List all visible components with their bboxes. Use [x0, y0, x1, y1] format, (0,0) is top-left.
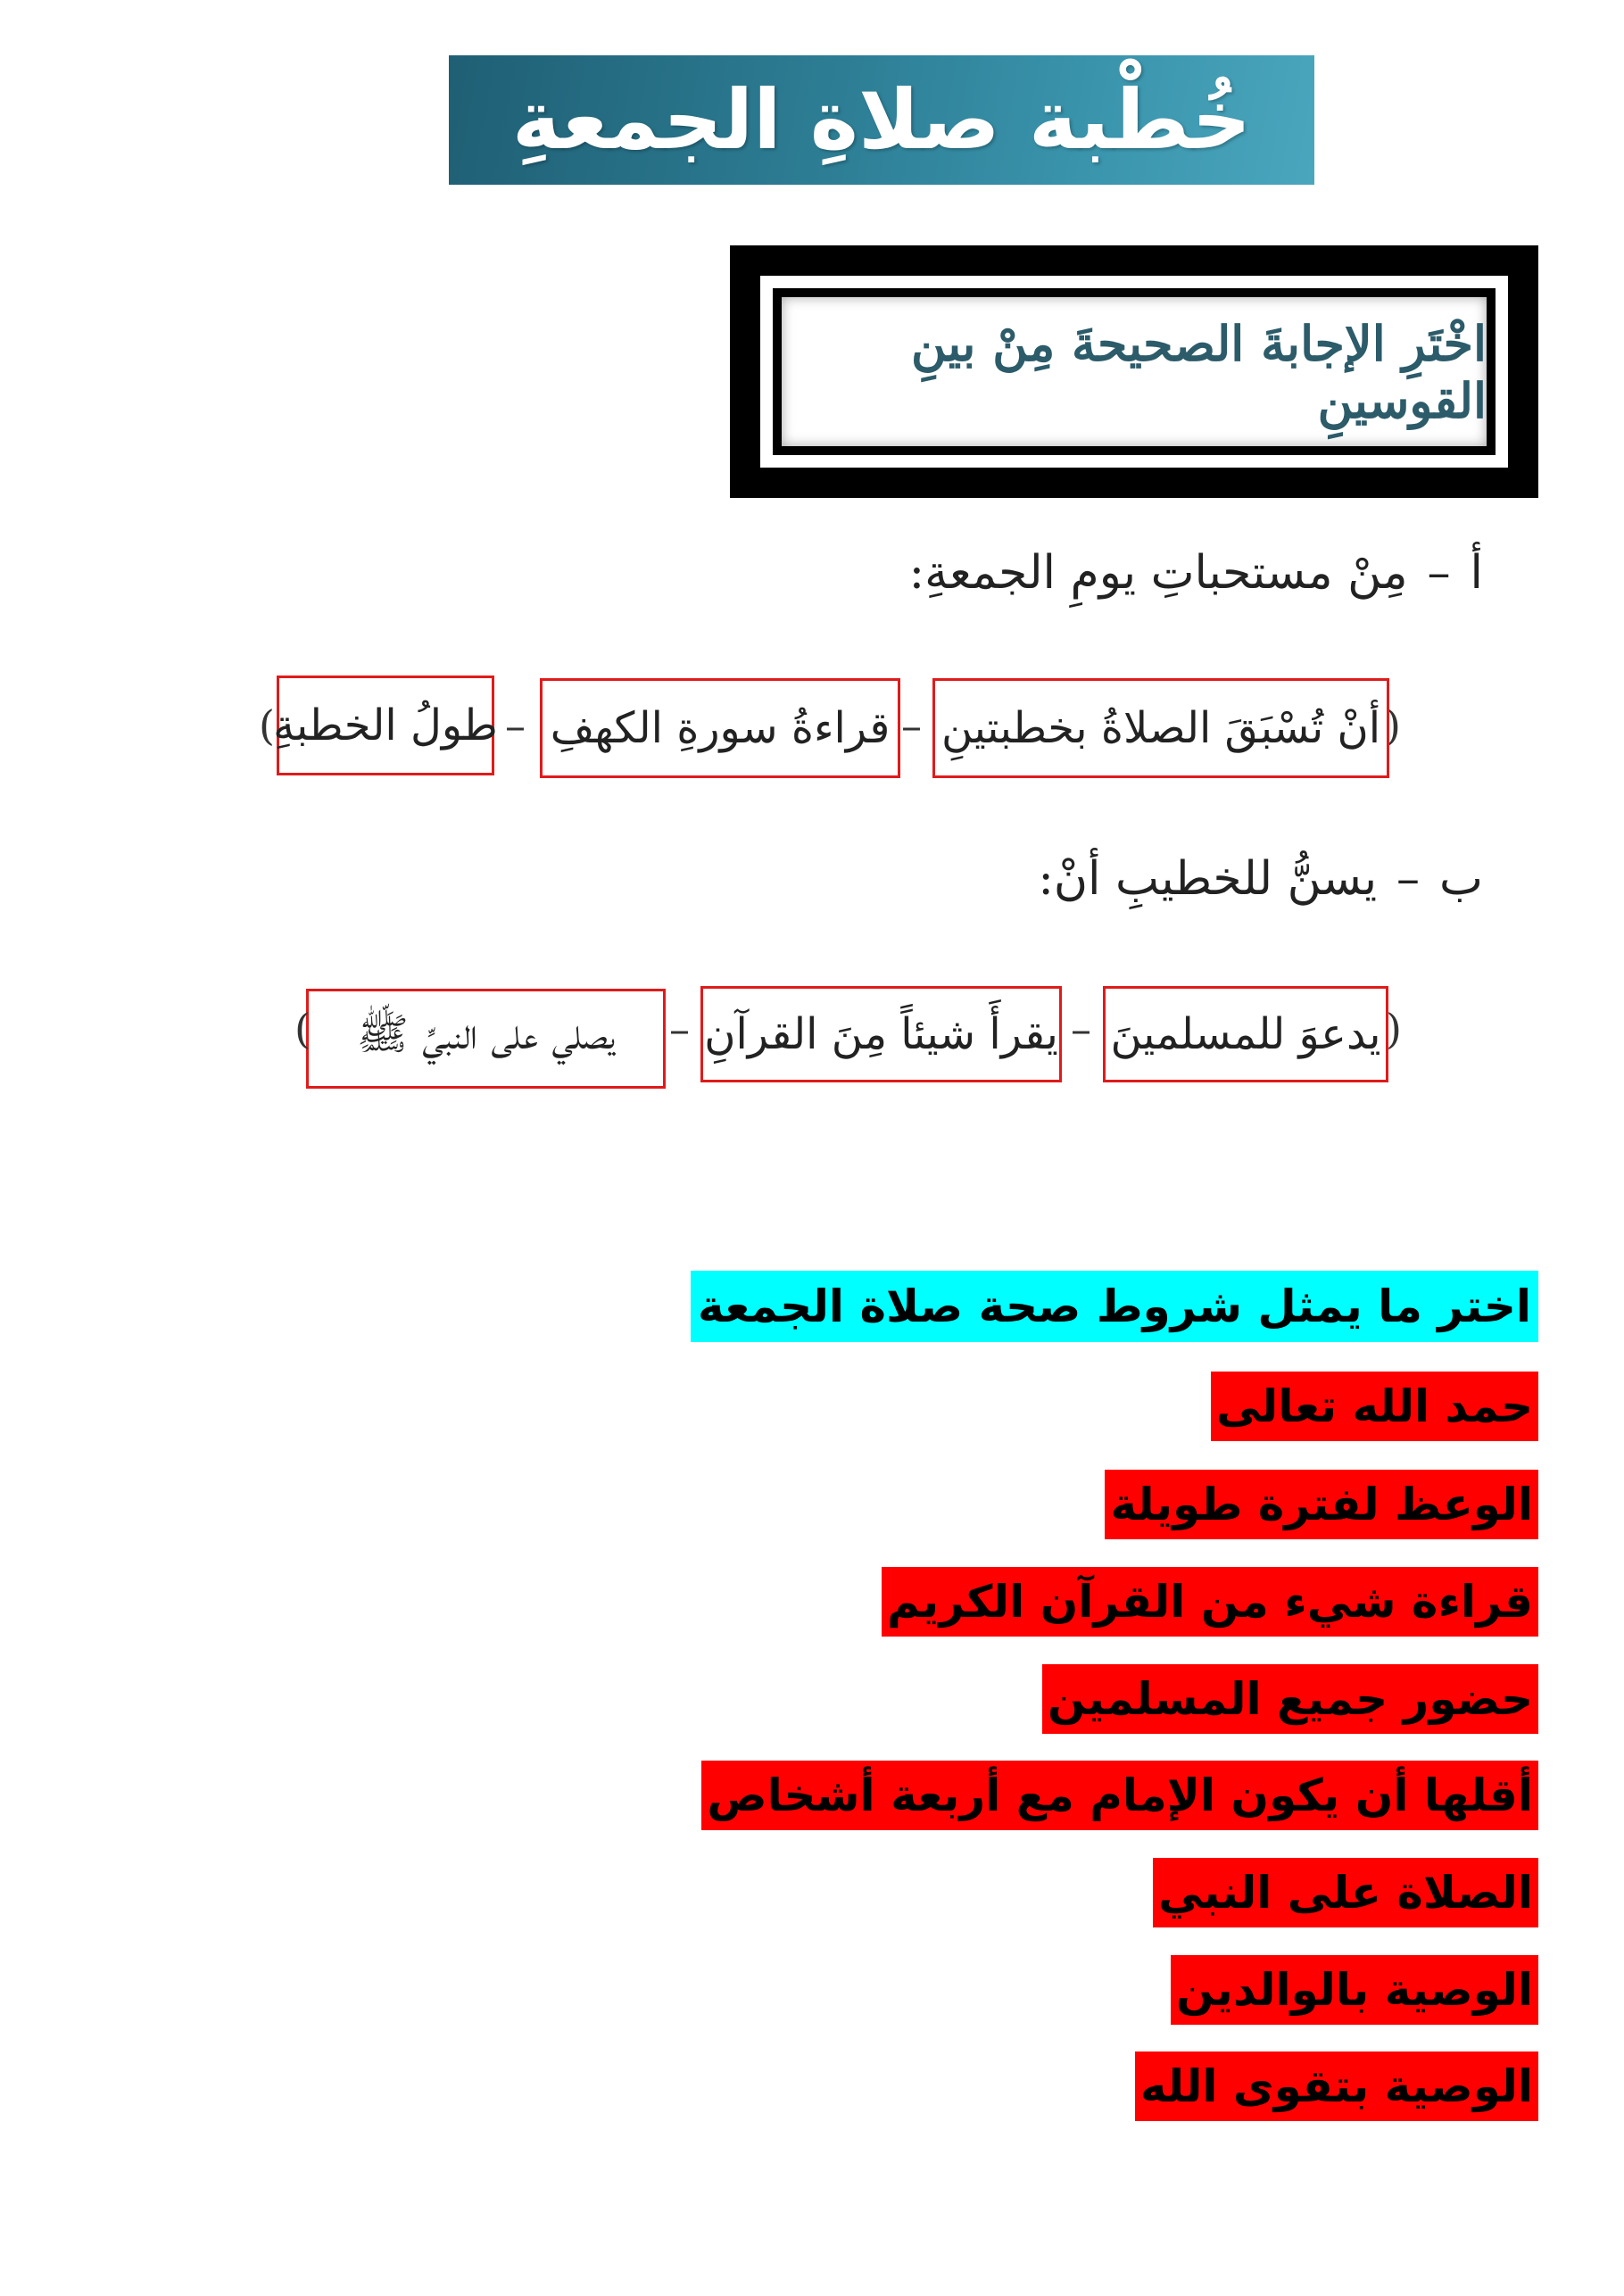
conditions-heading: اختر ما يمثل شروط صحة صلاة الجمعة — [691, 1271, 1538, 1342]
close-paren: ) — [259, 701, 275, 750]
question-a — [909, 546, 1483, 600]
choice-separator: – — [901, 701, 922, 750]
condition-option[interactable]: الوعظ لفترة طويلة — [1105, 1470, 1538, 1539]
condition-option[interactable]: حمد الله تعالى — [1211, 1372, 1538, 1441]
choice-separator: – — [505, 701, 526, 750]
question-b-letter: ب — [1439, 852, 1483, 906]
choice-b-2[interactable]: يقرأَ شيئاً مِنَ القرآنِ — [700, 986, 1062, 1082]
condition-option[interactable]: الوصية بالوالدين — [1171, 1955, 1538, 2025]
question-a-letter: أ — [1470, 546, 1483, 600]
question-b — [1038, 852, 1483, 906]
choice-a-3[interactable]: طولُ الخطبةِ — [277, 676, 494, 775]
question-b-dash: – — [1396, 852, 1421, 906]
choice-b-1[interactable]: يدعوَ للمسلمينَ — [1103, 986, 1388, 1082]
choice-separator: – — [669, 1005, 690, 1053]
question-b-text: يسنُّ للخطيبِ أنْ: — [1038, 852, 1378, 906]
condition-option[interactable]: الوصية بتقوى الله — [1135, 2051, 1538, 2121]
open-paren: ( — [1386, 1005, 1402, 1053]
frame-white-border — [760, 276, 1508, 468]
title-banner — [449, 55, 1314, 185]
instruction-text: اخْتَرِ الإجابةَ الصحيحةَ مِنْ بينِ القوسينِ — [911, 314, 1487, 429]
condition-option[interactable]: أقلها أن يكون الإمام مع أربعة أشخاص — [701, 1761, 1538, 1830]
choice-separator: – — [1071, 1005, 1091, 1053]
close-paren: ) — [294, 1005, 311, 1053]
instruction-box — [782, 297, 1487, 446]
question-a-text: مِنْ مستحباتِ يومِ الجمعةِ: — [908, 546, 1408, 600]
choice-b-3[interactable]: يصلي على النبيِّ ﷺ — [306, 989, 666, 1089]
condition-option[interactable]: قراءة شيء من القرآن الكريم — [882, 1567, 1538, 1637]
condition-option[interactable]: الصلاة على النبي — [1153, 1858, 1538, 1927]
frame-inner-border — [773, 288, 1496, 455]
question-a-dash: – — [1427, 546, 1451, 600]
page-title: خُطْبة صلاةِ الجمعةِ — [511, 71, 1252, 168]
condition-option[interactable]: حضور جميع المسلمين — [1042, 1664, 1538, 1734]
choice-a-2[interactable]: قراءةُ سورةِ الكهفِ — [540, 678, 900, 778]
open-paren: ( — [1385, 701, 1401, 750]
choice-a-1[interactable]: أنْ تُسْبَقَ الصلاةُ بخطبتينِ — [932, 678, 1389, 778]
instruction-frame — [730, 245, 1538, 498]
